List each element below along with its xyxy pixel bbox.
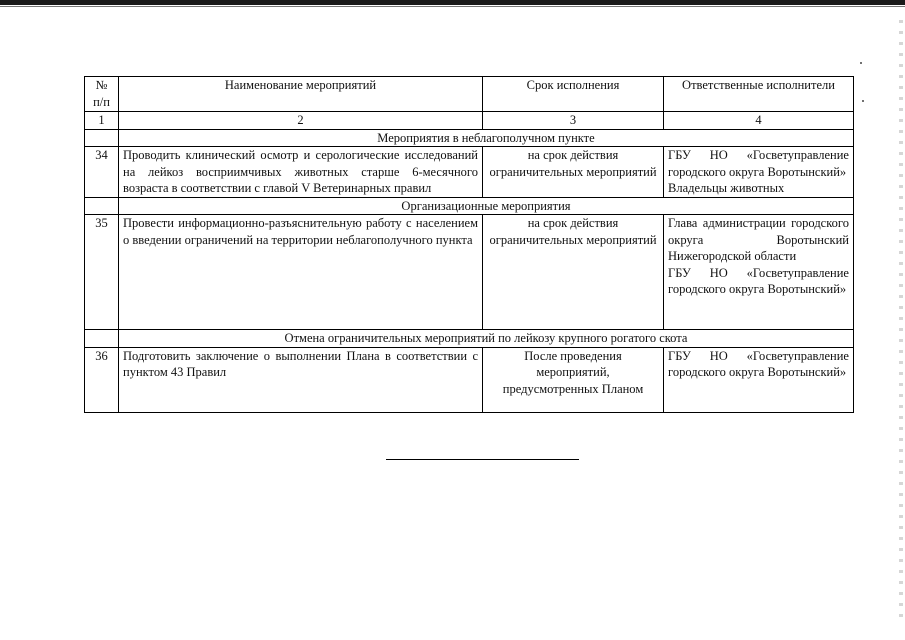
responsible-item: ГБУ НО «Госветуправление городского округа Воротынский»	[668, 348, 849, 379]
measures-table	[84, 76, 854, 413]
scan-speck	[862, 100, 864, 102]
table-header-row	[85, 77, 854, 112]
table-row	[85, 147, 854, 198]
scan-right-edge	[899, 20, 903, 620]
responsible-item: Глава администрации городского округа Воротынский Нижегородской области	[668, 216, 849, 263]
row-number: 34	[85, 147, 119, 198]
section-spacer	[85, 129, 119, 147]
row-deadline: После проведения мероприятий, предусмотренных Планом	[483, 347, 664, 412]
document-end-rule	[386, 459, 579, 460]
section-title: Отмена ограничительных мероприятий по лейкозу крупного рогатого скота	[119, 330, 854, 348]
col-number: 2	[119, 112, 483, 130]
table-row	[85, 347, 854, 412]
column-number-row	[85, 112, 854, 130]
col-number: 3	[483, 112, 664, 130]
header-deadline: Срок исполнения	[483, 77, 664, 112]
row-responsible	[664, 147, 854, 198]
responsible-item: Владельцы животных	[668, 181, 785, 195]
section-row	[85, 330, 854, 348]
header-name: Наименование мероприятий	[119, 77, 483, 112]
row-measure-name: Проводить клинический осмотр и серологические исследований на лейкоз восприимчивых животных старше 6-месячного возраста в соответствии с главой V Ветеринарных правил	[119, 147, 483, 198]
col-number: 4	[664, 112, 854, 130]
col-number: 1	[85, 112, 119, 130]
section-spacer	[85, 197, 119, 215]
row-deadline: на срок действия ограничительных мероприятий	[483, 215, 664, 330]
section-spacer	[85, 330, 119, 348]
header-num: № п/п	[85, 77, 119, 112]
row-number: 36	[85, 347, 119, 412]
row-responsible	[664, 215, 854, 330]
section-title: Мероприятия в неблагополучном пункте	[119, 129, 854, 147]
responsible-item: ГБУ НО «Госветуправление городского округа Воротынский»	[668, 265, 849, 296]
row-deadline: на срок действия ограничительных мероприятий	[483, 147, 664, 198]
scan-top-shadow	[0, 6, 905, 7]
responsible-item: ГБУ НО «Госветуправление городского округа Воротынский»	[668, 148, 849, 179]
header-responsible: Ответственные исполнители	[664, 77, 854, 112]
row-measure-name: Провести информационно-разъяснительную работу с населением о введении ограничений на территории неблагополучного пункта	[119, 215, 483, 330]
section-title: Организационные мероприятия	[119, 197, 854, 215]
row-number: 35	[85, 215, 119, 330]
section-row	[85, 197, 854, 215]
section-row	[85, 129, 854, 147]
scan-speck	[860, 62, 862, 64]
row-responsible	[664, 347, 854, 412]
row-measure-name: Подготовить заключение о выполнении Плана в соответствии с пунктом 43 Правил	[119, 347, 483, 412]
scan-top-border	[0, 0, 905, 5]
table-row	[85, 215, 854, 330]
